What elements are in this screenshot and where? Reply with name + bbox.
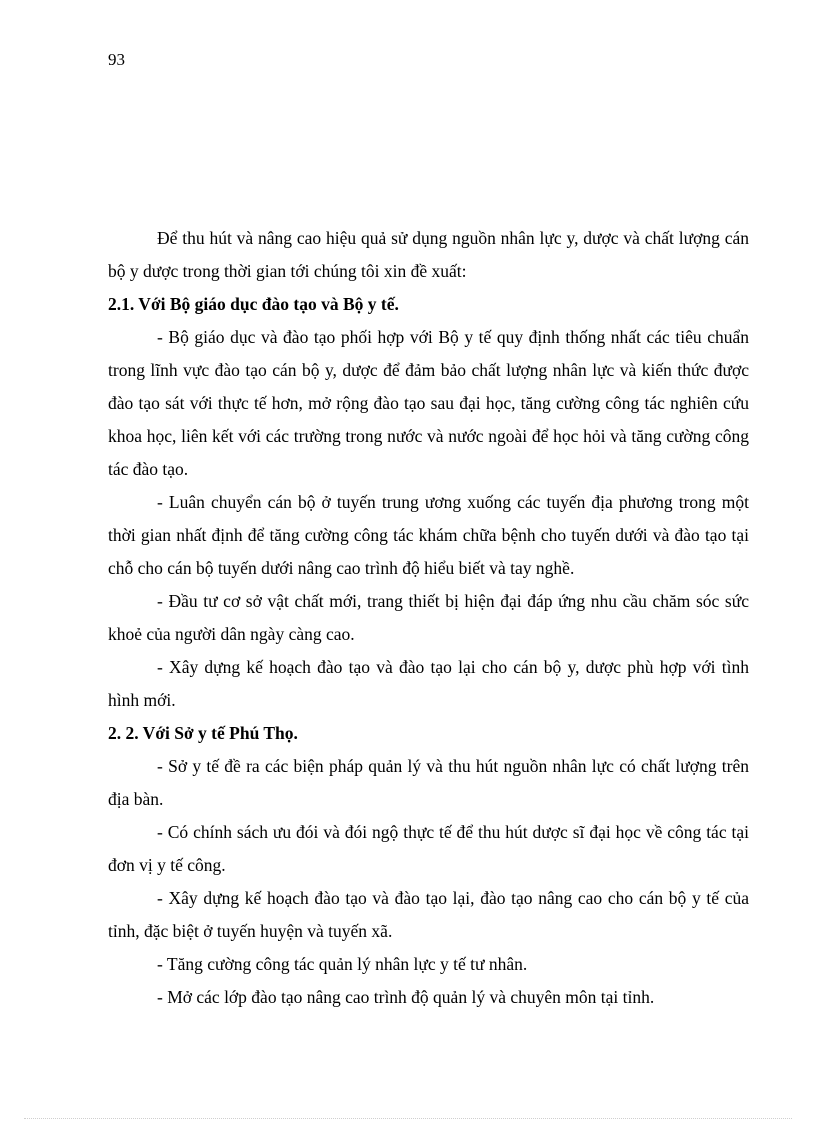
list-item: - Có chính sách ưu đói và đói ngộ thực tế để thu hút dược sĩ đại học về công tác tại đơn vị y tế công. [108,822,749,875]
list-item: - Đầu tư cơ sở vật chất mới, trang thiết bị hiện đại đáp ứng nhu cầu chăm sóc sức khoẻ của người dân ngày càng cao. [108,591,749,644]
list-item: - Sở y tế đề ra các biện pháp quản lý và thu hút nguồn nhân lực có chất lượng trên địa bàn. [108,756,749,809]
document-body [108,222,749,1014]
page-bottom-divider [24,1118,792,1119]
list-item: - Mở các lớp đào tạo nâng cao trình độ quản lý và chuyên môn tại tỉnh. [157,987,655,1007]
list-item: - Xây dựng kế hoạch đào tạo và đào tạo lại, đào tạo nâng cao cho cán bộ y tế của tỉnh, đặc biệt ở tuyến huyện và tuyến xã. [108,888,749,941]
list-item: - Luân chuyển cán bộ ở tuyến trung ương xuống các tuyến địa phương trong một thời gian nhất định để tăng cường công tác khám chữa bệnh cho tuyến dưới và đào tạo tại chỗ cho cán bộ tuyến dưới nâng cao trình độ hiểu biết và tay nghề. [108,492,749,578]
list-item: - Tăng cường công tác quản lý nhân lực y tế tư nhân. [157,954,528,974]
section-heading-department: 2. 2. Với Sở y tế Phú Thọ. [108,723,298,743]
list-item: - Xây dựng kế hoạch đào tạo và đào tạo lại cho cán bộ y, dược phù hợp với tình hình mới. [108,657,749,710]
intro-paragraph: Để thu hút và nâng cao hiệu quả sử dụng nguồn nhân lực y, dược và chất lượng cán bộ y dược trong thời gian tới chúng tôi xin đề xuất: [108,228,749,281]
list-item: - Bộ giáo dục và đào tạo phối hợp với Bộ y tế quy định thống nhất các tiêu chuẩn trong lĩnh vực đào tạo cán bộ y, dược để đảm bảo chất lượng nhân lực và kiến thức được đào tạo sát với thực tế hơn, mở rộng đào tạo sau đại học, tăng cường công tác nghiên cứu khoa học, liên kết với các trường trong nước và nước ngoài để học hỏi và tăng cường công tác đào tạo. [108,327,749,479]
section-heading-ministry: 2.1. Với Bộ giáo dục đào tạo và Bộ y tế. [108,294,399,314]
page-number: 93 [108,50,125,69]
